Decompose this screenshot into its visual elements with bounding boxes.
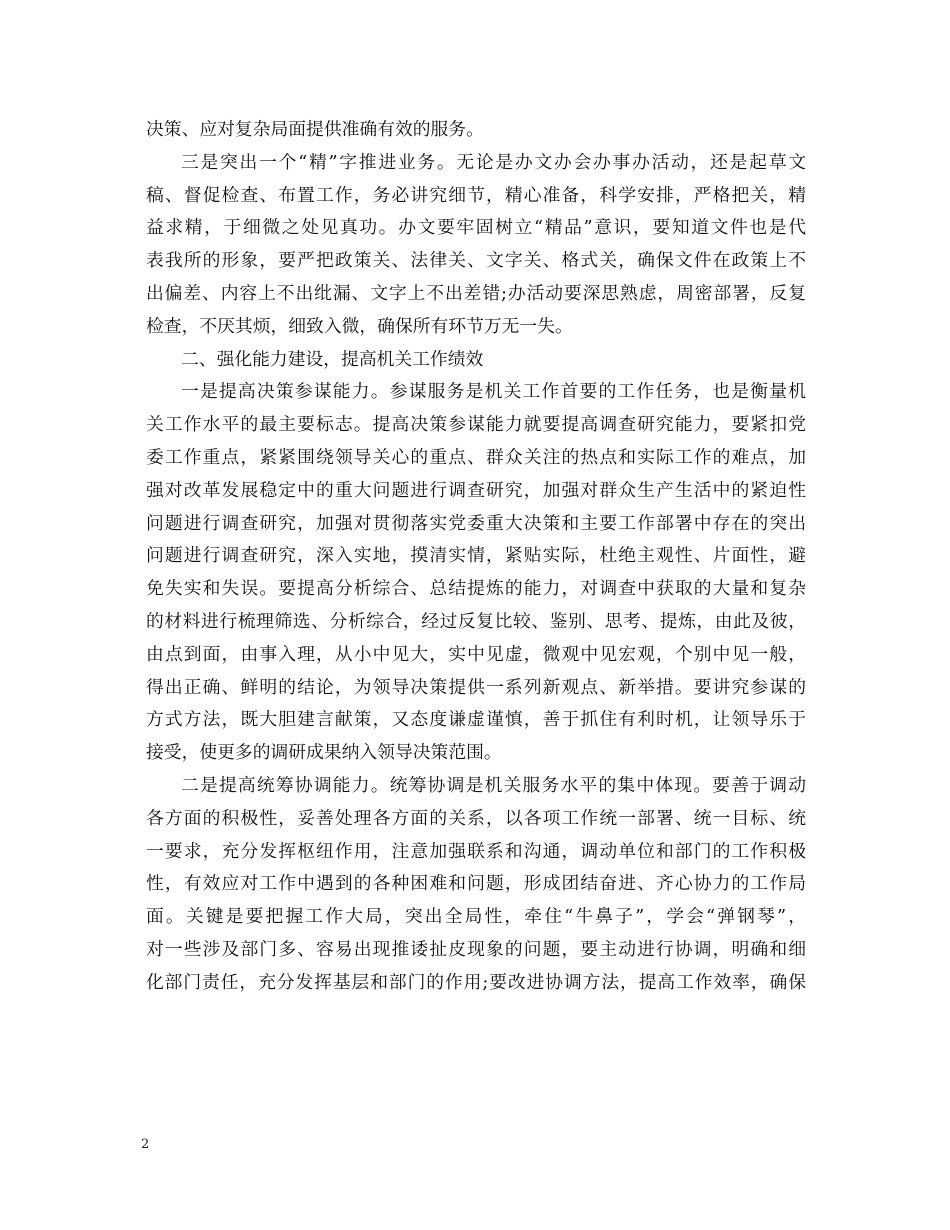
- text-line: 问题进行调查研究，深入实地，摸清实情，紧贴实际，杜绝主观性、片面性，避: [146, 545, 806, 567]
- text-line: 决策、应对复杂局面提供准确有效的服务。: [146, 119, 484, 140]
- text-line: 一要求，充分发挥枢纽作用，注意加强联系和沟通，调动单位和部门的工作积极: [146, 840, 806, 862]
- text-line: 对一些涉及部门多、容易出现推诿扯皮现象的问题，要主动进行协调，明确和细: [146, 938, 806, 960]
- text-line: 接受，使更多的调研成果纳入领导决策范围。: [146, 742, 502, 764]
- text-line: 性，有效应对工作中遇到的各种困难和问题，形成团结奋进、齐心协力的工作局: [146, 873, 806, 895]
- page-number: 2: [141, 1137, 150, 1152]
- text-line: 关工作水平的最主要标志。提高决策参谋能力就要提高调查研究能力，要紧扣党: [146, 414, 806, 436]
- text-line: 检查，不厌其烦，细致入微，确保所有环节万无一失。: [146, 315, 573, 337]
- text-line: 免失实和失误。要提高分析综合、总结提炼的能力，对调查中获取的大量和复杂: [146, 578, 806, 600]
- text-line: 表我所的形象，要严把政策关、法律关、文字关、格式关，确保文件在政策上不: [146, 250, 806, 272]
- text-line: 方式方法，既大胆建言献策，又态度谦虚谨慎，善于抓住有利时机，让领导乐于: [146, 709, 806, 731]
- text-line: 面。关键是要把握工作大局，突出全局性，牵住“牛鼻子”，学会“弹钢琴”，: [146, 906, 806, 928]
- text-line: 各方面的积极性，妥善处理各方面的关系，以各项工作统一部署、统一目标、统: [146, 807, 806, 829]
- body-text: [146, 114, 806, 1000]
- text-line: 稿、督促检查、布置工作，务必讲究细节，精心准备，科学安排，严格把关，精: [146, 184, 806, 206]
- text-line: 一是提高决策参谋能力。参谋服务是机关工作首要的工作任务，也是衡量机: [181, 381, 806, 403]
- text-line: 问题进行调查研究，加强对贯彻落实党委重大决策和主要工作部署中存在的突出: [146, 512, 806, 534]
- text-line: 化部门责任，充分发挥基层和部门的作用;要改进协调方法，提高工作效率，确保: [146, 971, 806, 993]
- text-line: 由点到面，由事入理，从小中见大，实中见虚，微观中见宏观，个别中见一般，: [146, 643, 806, 665]
- text-line: 的材料进行梳理筛选、分析综合，经过反复比较、鉴别、思考、提炼，由此及彼，: [146, 610, 806, 632]
- text-line: 得出正确、鲜明的结论，为领导决策提供一系列新观点、新举措。要讲究参谋的: [146, 676, 806, 698]
- text-line: 二是提高统筹协调能力。统筹协调是机关服务水平的集中体现。要善于调动: [181, 774, 806, 796]
- text-line: 强对改革发展稳定中的重大问题进行调查研究，加强对群众生产生活中的紧迫性: [146, 479, 806, 501]
- text-line: 委工作重点，紧紧围绕领导关心的重点、群众关注的热点和实际工作的难点，加: [146, 446, 806, 468]
- text-line: 益求精，于细微之处见真功。办文要牢固树立“精品”意识，要知道文件也是代: [146, 217, 806, 239]
- text-line: 出偏差、内容上不出纰漏、文字上不出差错;办活动要深思熟虑，周密部署，反复: [146, 282, 806, 304]
- text-line: 二、强化能力建设，提高机关工作绩效: [181, 348, 484, 370]
- text-line: 三是突出一个“精”字推进业务。无论是办文办会办事办活动，还是起草文: [181, 151, 806, 173]
